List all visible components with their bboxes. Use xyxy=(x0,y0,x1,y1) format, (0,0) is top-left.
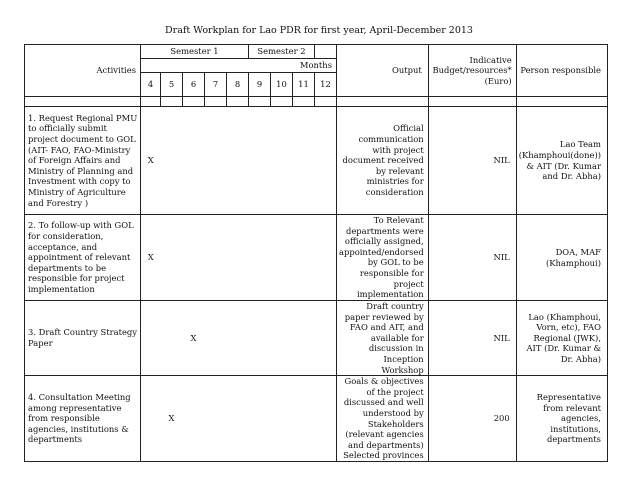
schedule-mark: X xyxy=(183,301,205,376)
month-9: 9 xyxy=(249,73,271,97)
person-cell: Lao Team (Khamphoui(done)) & AIT (Dr. Kumar and Dr. Abha) xyxy=(516,107,607,215)
activity-cell: 3. Draft Country Strategy Paper xyxy=(25,301,141,376)
table-row xyxy=(25,215,608,301)
header-semester-2: Semester 2 xyxy=(249,45,315,59)
month-11: 11 xyxy=(293,73,315,97)
workplan-table xyxy=(24,44,608,462)
spacer-row xyxy=(25,97,608,107)
output-cell: Official communication with project document received by relevant ministries for consideration xyxy=(337,107,429,215)
month-12: 12 xyxy=(315,73,337,97)
header-person: Person responsible xyxy=(516,45,607,97)
budget-cell: NIL xyxy=(428,301,516,376)
budget-cell: 200 xyxy=(428,376,516,462)
month-6: 6 xyxy=(183,73,205,97)
table-row xyxy=(25,301,608,376)
schedule-mark: X xyxy=(141,215,161,301)
month-7: 7 xyxy=(205,73,227,97)
table-row xyxy=(25,376,608,462)
month-5: 5 xyxy=(161,73,183,97)
budget-cell: NIL xyxy=(428,107,516,215)
header-activities: Activities xyxy=(25,45,141,97)
document-title: Draft Workplan for Lao PDR for first year, April-December 2013 xyxy=(165,25,473,36)
person-cell: DOA, MAF (Khamphoui) xyxy=(516,215,607,301)
person-cell: Lao (Khamphoui, Vorn, etc), FAO Regional (JWK), AIT (Dr. Kumar & Dr. Abha) xyxy=(516,301,607,376)
schedule-mark: X xyxy=(141,107,161,215)
header-empty-cell xyxy=(315,45,337,59)
activity-cell: 1. Request Regional PMU to officially submit project document to GOL (AIT- FAO, FAO-Ministry of Foreign Affairs and Ministry of Planning and Investment with copy to Ministry of Agriculture and Forestry ) xyxy=(25,107,141,215)
budget-cell: NIL xyxy=(428,215,516,301)
output-cell: Draft country paper reviewed by FAO and AIT, and available for discussion in Inception Workshop xyxy=(337,301,429,376)
month-8: 8 xyxy=(227,73,249,97)
header-budget: Indicative Budget/resources* (Euro) xyxy=(428,45,516,97)
month-10: 10 xyxy=(271,73,293,97)
header-row-semesters xyxy=(25,45,608,59)
header-months: Months xyxy=(141,59,337,73)
schedule-mark: X xyxy=(161,376,183,462)
header-output: Output xyxy=(337,45,429,97)
output-cell: To Relevant departments were officially assigned, appointed/endorsed by GOL to be responsible for project implementation xyxy=(337,215,429,301)
output-cell: Goals & objectives of the project discussed and well understood by Stakeholders (relevant agencies and departments) Selected provinces xyxy=(337,376,429,462)
activity-cell: 2. To follow-up with GOL for consideration, acceptance, and appointment of relevant departments to be responsible for project implementation xyxy=(25,215,141,301)
header-semester-1: Semester 1 xyxy=(141,45,249,59)
activity-cell: 4. Consultation Meeting among representative from responsible agencies, institutions & departments xyxy=(25,376,141,462)
month-4: 4 xyxy=(141,73,161,97)
table-row xyxy=(25,107,608,215)
person-cell: Representative from relevant agencies, institutions, departments xyxy=(516,376,607,462)
